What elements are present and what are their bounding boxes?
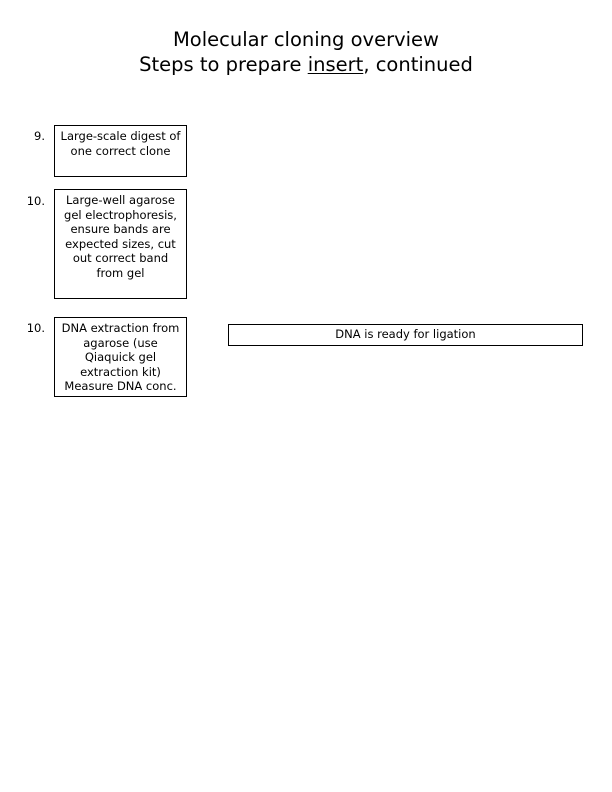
- step-number: 9.: [34, 129, 45, 143]
- step-number: 10.: [26, 321, 45, 335]
- title-line-1: Molecular cloning overview: [172, 28, 439, 51]
- step-box-large-scale-digest: Large-scale digest of one correct clone: [54, 125, 187, 177]
- step-box-gel-electrophoresis: Large-well agarose gel electrophoresis, ensure bands are expected sizes, cut out correct band from gel: [54, 189, 187, 299]
- title-suffix: , continued: [363, 53, 473, 76]
- title-line-2: [0, 52, 612, 77]
- title-prefix: Steps to prepare: [139, 53, 308, 76]
- step-number: 10.: [26, 194, 45, 208]
- title-underlined-word: insert: [307, 53, 364, 76]
- page-title: [0, 27, 612, 77]
- result-box-ready-for-ligation: DNA is ready for ligation: [228, 324, 583, 346]
- step-box-dna-extraction: DNA extraction from agarose (use Qiaquick gel extraction kit) Measure DNA conc.: [54, 317, 187, 397]
